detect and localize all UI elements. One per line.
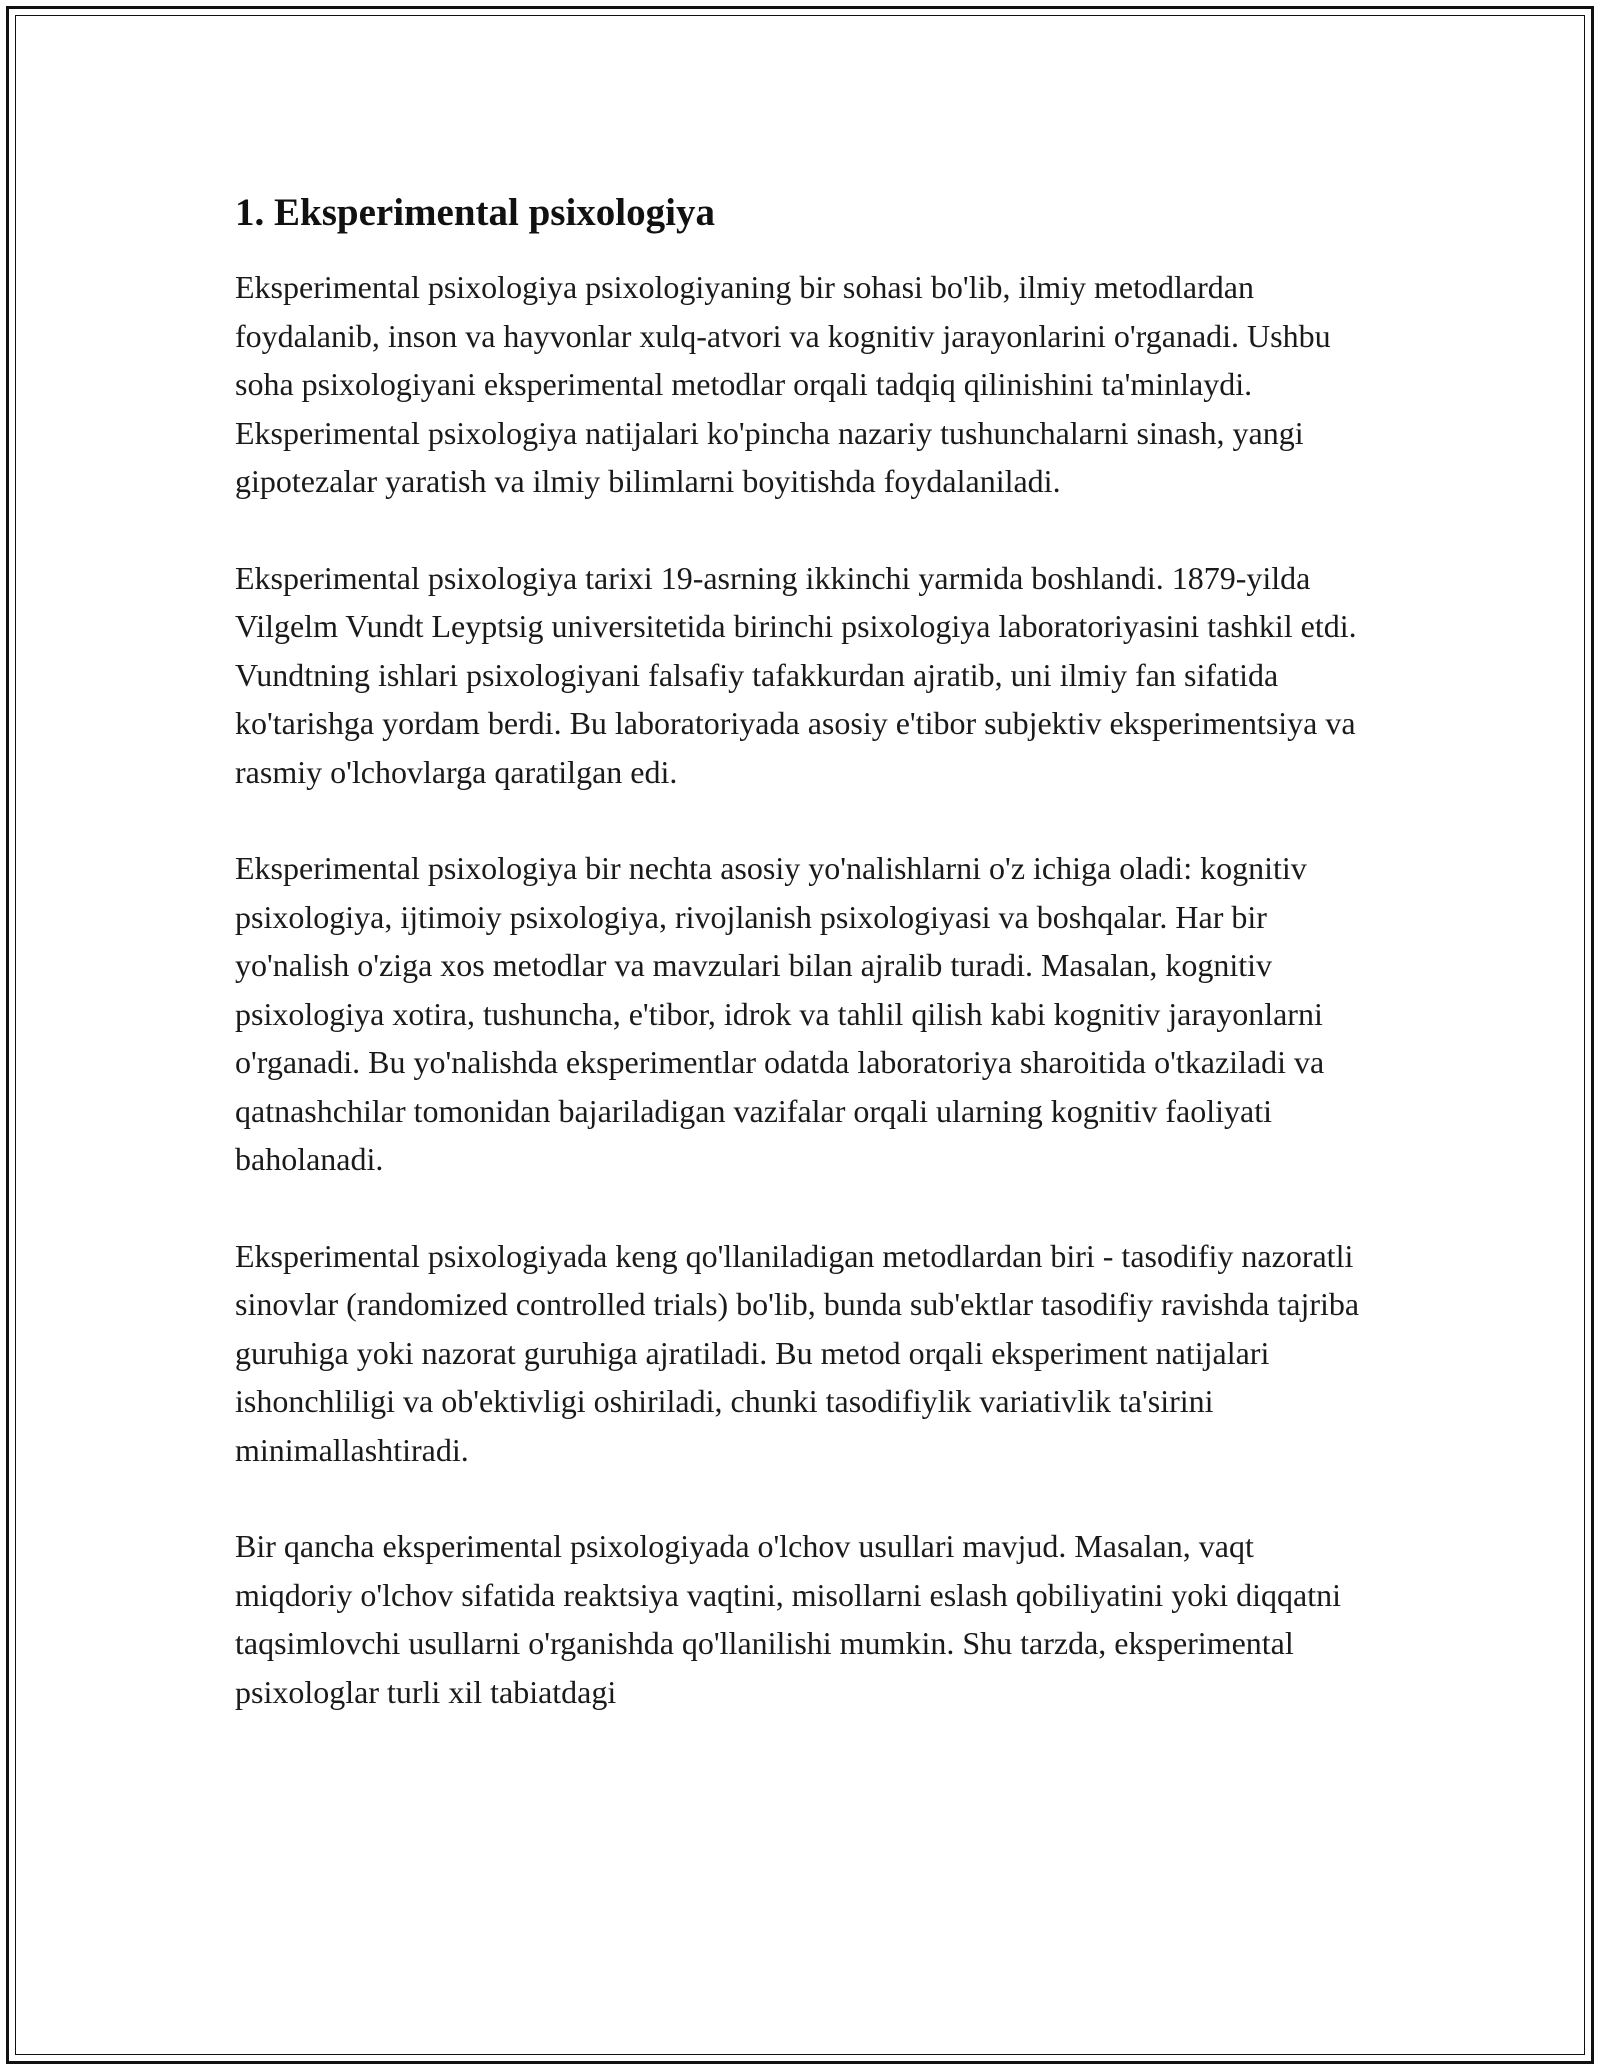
paragraph-3: Eksperimental psixologiya bir nechta asosiy yo'nalishlarni o'z ichiga oladi: kognitiv psixologiya, ijtimoiy psixologiya, rivojlanish psixologiyasi va boshqalar. Har bir yo'nalish o'ziga xos metodlar va mavzulari bilan ajralib turadi. Masalan, kognitiv psixologiya xotira, tushuncha, e'tibor, idrok va tahlil qilish kabi kognitiv jarayonlarni o'rganadi. Bu yo'nalishda eksperimentlar odatda laboratoriya sharoitida o'tkaziladi va qatnashchilar tomonidan bajariladigan vazifalar orqali ularning kognitiv faoliyati baholanadi. — [235, 850, 1325, 1177]
document-body — [235, 185, 1375, 1764]
paragraph-4: Eksperimental psixologiyada keng qo'llaniladigan metodlardan biri - tasodifiy nazoratli sinovlar (randomized controlled trials) bo'lib, bunda sub'ektlar tasodifiy ravishda tajriba guruhiga yoki nazorat guruhiga ajratiladi. Bu metod orqali eksperiment natijalari ishonchliligi va ob'ektivligi oshiriladi, chunki tasodifiylik variativlik ta'sirini minimallashtiradi. — [235, 1237, 1360, 1468]
section-heading: 1. Eksperimental psixologiya — [235, 191, 715, 234]
paragraph-1: Eksperimental psixologiya psixologiyaning bir sohasi bo'lib, ilmiy metodlardan foydalanib, inson va hayvonlar xulq-atvori va kognitiv jarayonlarini o'rganadi. Ushbu soha psixologiyani eksperimental metodlar orqali tadqiq qilinishini ta'minlaydi. Eksperimental psixologiya natijalari ko'pincha nazariy tushunchalarni sinash, yangi gipotezalar yaratish va ilmiy bilimlarni boyitishda foydalaniladi. — [235, 269, 1331, 499]
paragraph-2: Eksperimental psixologiya tarixi 19-asrning ikkinchi yarmida boshlandi. 1879-yilda Vilgelm Vundt Leyptsig universitetida birinchi psixologiya laboratoriyasini tashkil etdi. Vundtning ishlari psixologiyani falsafiy tafakkurdan ajratib, uni ilmiy fan sifatida ko'tarishga yordam berdi. Bu laboratoriyada asosiy e'tibor subjektiv eksperimentsiya va rasmiy o'lchovlarga qaratilgan edi. — [235, 559, 1357, 790]
paragraph-5: Bir qancha eksperimental psixologiyada o'lchov usullari mavjud. Masalan, vaqt miqdoriy o'lchov sifatida reaktsiya vaqtini, misollarni eslash qobiliyatini yoki diqqatni taqsimlovchi usullarni o'rganishda qo'llanilishi mumkin. Shu tarzda, eksperimental psixologlar turli xil tabiatdagi — [235, 1528, 1342, 1710]
